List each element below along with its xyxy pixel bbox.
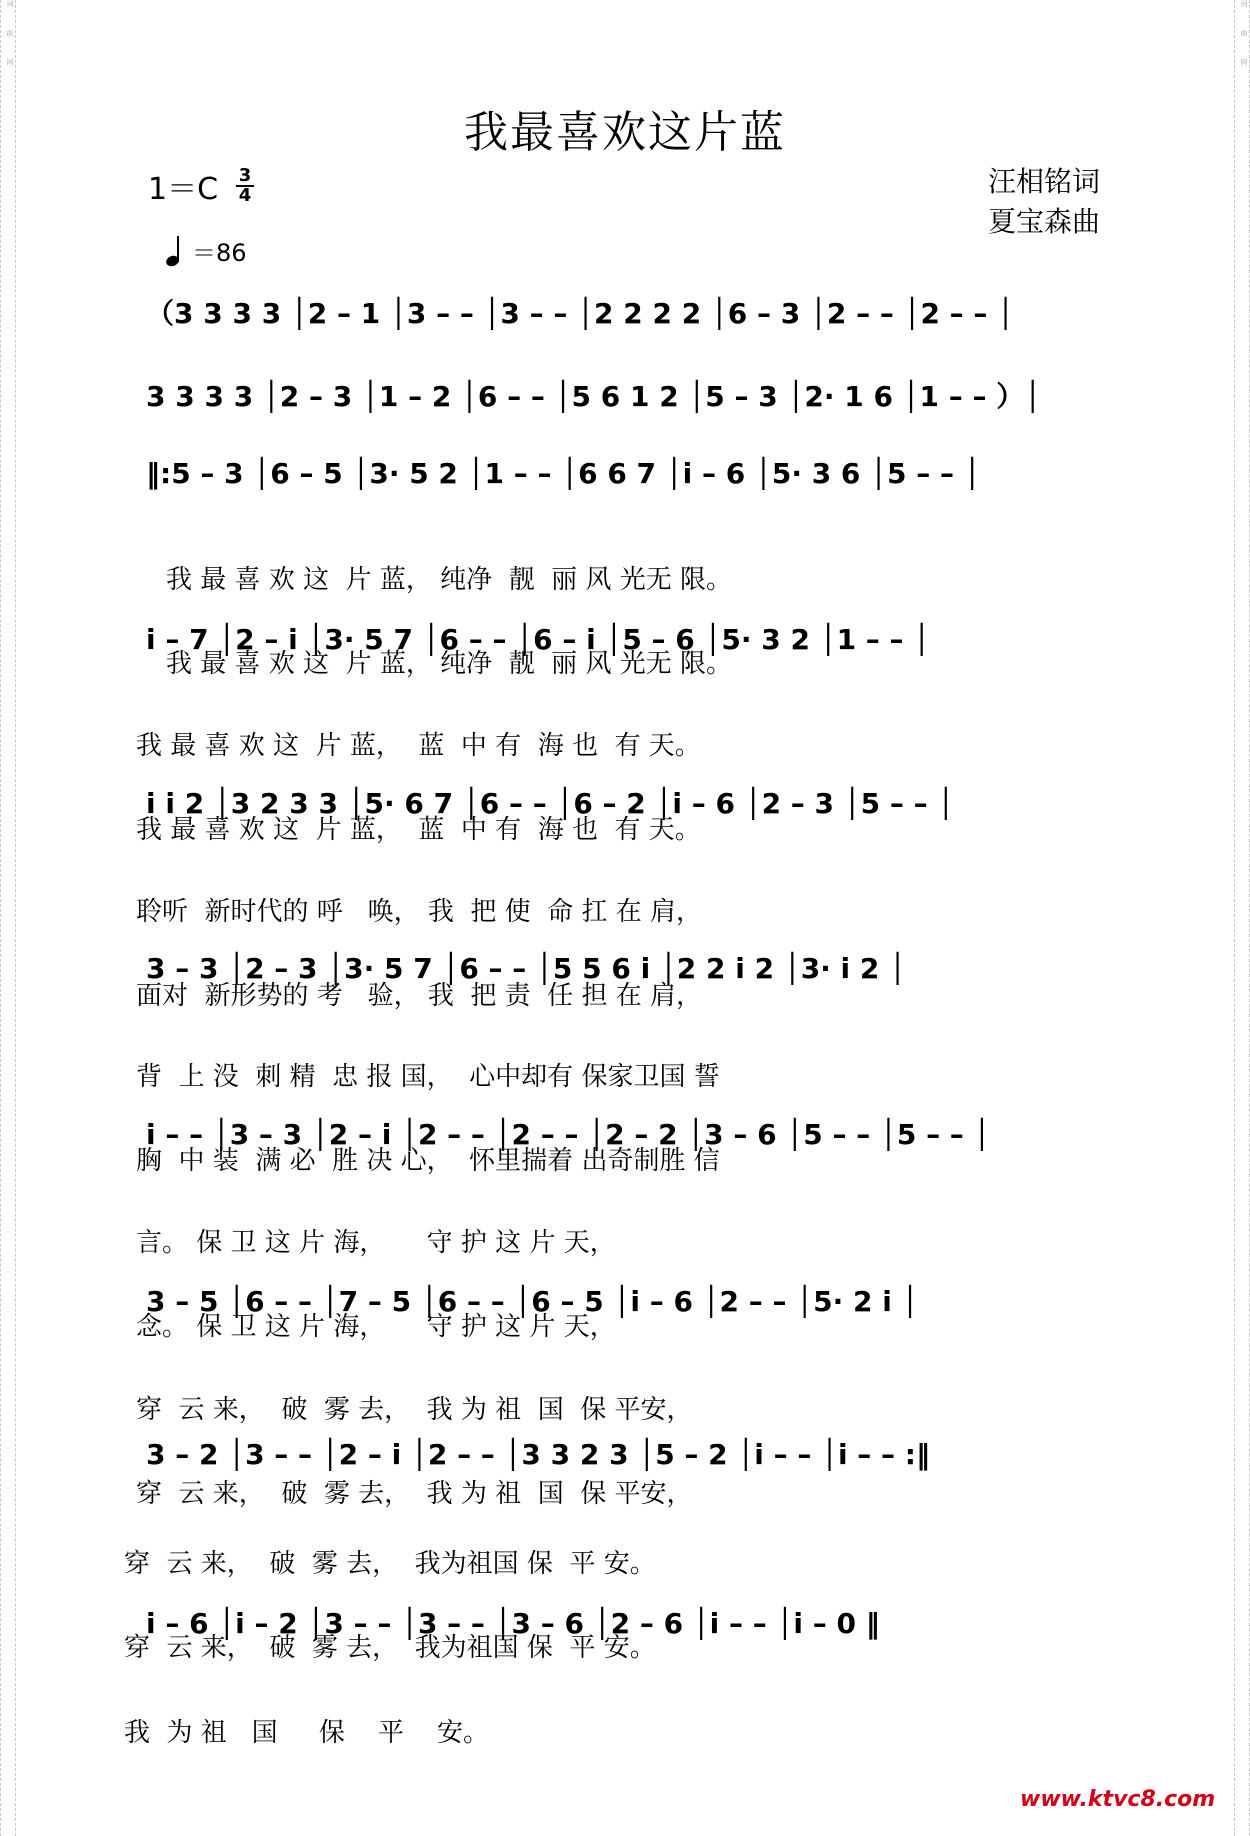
right-border-strip: 词 曲 网 [1234, 0, 1250, 1836]
composer: 夏宝森曲 [988, 205, 1101, 238]
lyric-line-verse1: 穿 云 来， 破 雾 去， 我 为 祖 国 保 平安， [136, 1395, 693, 1425]
credits [988, 162, 1100, 242]
key-label: 1＝C [148, 172, 219, 207]
notation-row-2: 3 3 3 3 │2 – 3 │1 – 2 │6 – – │5 6 1 2 │5 – 3 │2· 1 6 │1 – – ）│ [146, 380, 1042, 413]
notation-row-1: （3 3 3 3 │2 – 1 │3 – – │3 – – │2 2 2 2 │6 – 3 │2 – – │2 – – │ [146, 297, 1015, 330]
lyric-line-verse1: 言。 保 卫 这 片 海， 守 护 这 片 天， [136, 1228, 616, 1258]
lyric-line-verse2: 念。 保 卫 这 片 海， 守 护 这 片 天， [136, 1312, 616, 1342]
lyric-line-verse1: 背 上 没 刺 精 忠 报 国， 心中却有 保家卫国 誓 [136, 1062, 720, 1092]
lyric-line-verse2: 面对 新形势的 考 验， 我 把 责 任 担 在 肩， [136, 981, 702, 1011]
key-signature [148, 164, 254, 208]
site-watermark: www.ktvc8.com [1020, 1787, 1216, 1812]
lyric-line-verse1: 穿 云 来， 破 雾 去， 我为祖国 保 平 安。 [124, 1549, 656, 1579]
lyric-line-verse2: 胸 中 装 满 必 胜 决 心， 怀里揣着 出奇制胜 信 [136, 1146, 720, 1176]
lyric-line-coda: 我 为 祖 国 保 平 安。 [124, 1718, 490, 1748]
lyric-line-verse2: 穿 云 来， 破 雾 去， 我为祖国 保 平 安。 [124, 1633, 656, 1663]
time-sig-top: 3 [238, 165, 252, 186]
notation-row-6: 3 – 3 │2 – 3 │3· 5 7 │6 – – │5 5 6 i │2 2 i 2 │3· i 2 │ [146, 952, 906, 985]
left-border-strip: 词 曲 网 [0, 0, 16, 1836]
lyrics-block-8 [124, 1663, 489, 1831]
lyric-line-verse1: 我 最 喜 欢 这 片 蓝， 纯净 靓 丽 风 光无 限。 [166, 565, 732, 595]
lyrics-block-7 [124, 1494, 656, 1690]
lyric-line-verse2: 我 最 喜 欢 这 片 蓝， 蓝 中 有 海 也 有 天。 [136, 815, 701, 845]
notation-row-9: 3 – 2 │3 – – │2 – i │2 – – │3 3 2 3 │5 – 2 │i – – │i – – :‖ [146, 1438, 930, 1471]
notation-row-5: i i 2 │3 2 3 3 │5· 6 7 │6 – – │6 – 2 │i – 6 │2 – 3 │5 – – │ [146, 787, 955, 820]
time-signature [236, 167, 254, 205]
lyric-line-verse2: 穿 云 来， 破 雾 去， 我 为 祖 国 保 平安， [136, 1479, 693, 1509]
lyric-line-verse1: 聆听 新时代的 呼 唤， 我 把 使 命 扛 在 肩， [136, 897, 702, 927]
tempo-marking [166, 233, 247, 268]
quarter-note-icon [166, 236, 182, 266]
song-title: 我最喜欢这片蓝 [464, 107, 786, 158]
notation-row-3: ‖:5 – 3 │6 – 5 │3· 5 2 │1 – – │6 6 7 │i – 6 │5· 3 6 │5 – – │ [146, 457, 981, 490]
notation-row-8: 3 – 5 │6 – – │7 – 5 │6 – – │6 – 5 │i – 6 │2 – – │5· 2 i │ [146, 1285, 919, 1318]
lyric-line-verse1: 我 最 喜 欢 这 片 蓝， 蓝 中 有 海 也 有 天。 [136, 731, 701, 761]
lyricist: 汪相铭词 [988, 165, 1101, 198]
notation-row-7: i – – │3 – 3 │2 – i │2 – – │2 – – │2 – 2 │3 – 6 │5 – – │5 – – │ [146, 1118, 991, 1151]
notation-row-4: i – 7 │2 – i │3· 5 7 │6 – – │6 – i │5 – 6 │5· 3 2 │1 – – │ [146, 623, 931, 656]
time-sig-bottom: 4 [238, 185, 252, 206]
notation-row-10: i – 6 │i – 2 │3 – – │3 – – │3 – 6 │2 – 6 │i – – │i – 0 ‖ [146, 1607, 880, 1640]
lyric-line-verse2: 我 最 喜 欢 这 片 蓝， 纯净 靓 丽 风 光无 限。 [166, 649, 732, 679]
tempo-value: ＝86 [192, 239, 247, 267]
